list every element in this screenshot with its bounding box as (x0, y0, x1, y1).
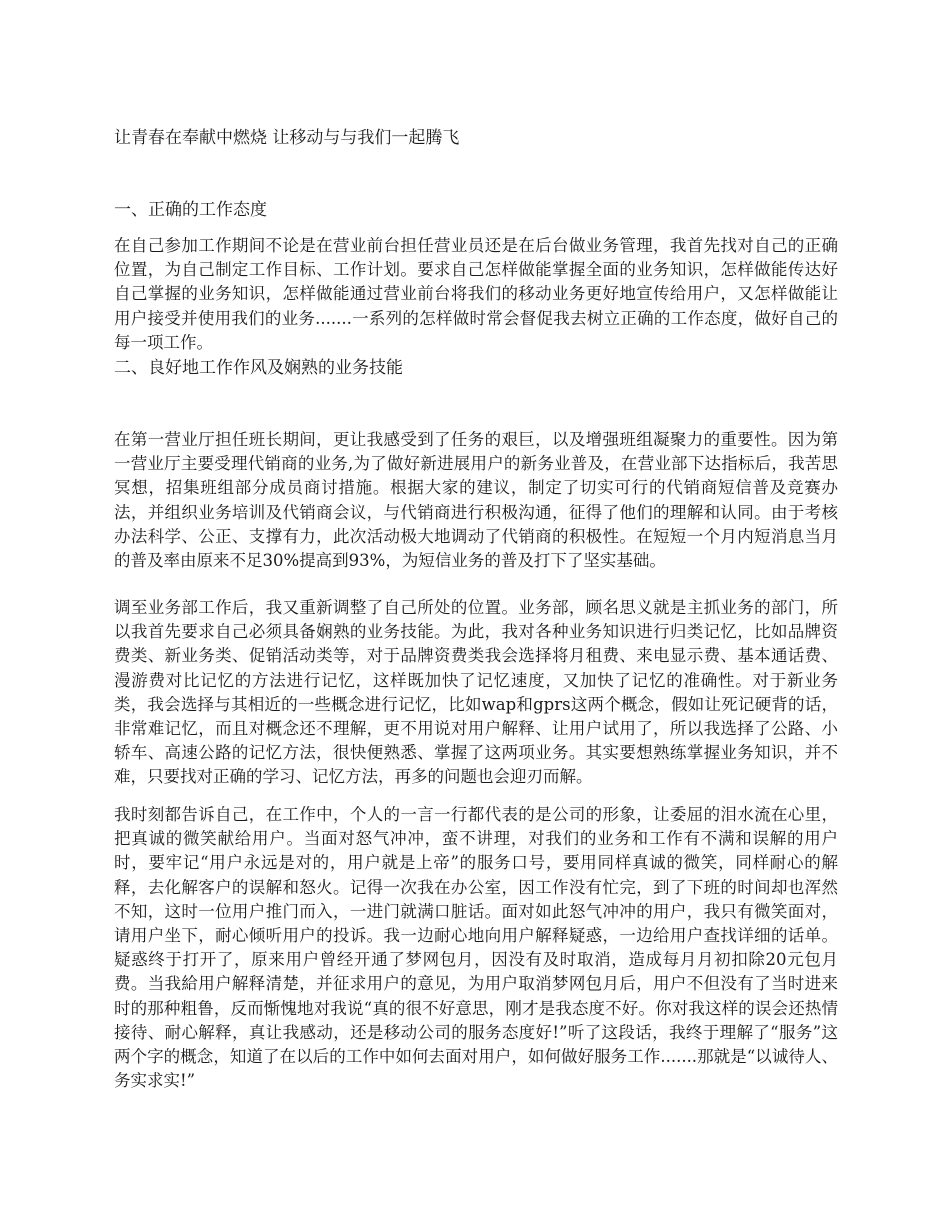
paragraph-team-leader: 在第一营业厅担任班长期间，更让我感受到了任务的艰巨，以及增强班组凝聚力的重要性。因为第一营业厅主要受理代销商的业务,为了做好新进展用户的新务业普及，在营业部下达指标后，我苦思冥想，招集班组部分成员商讨措施。根据大家的建议，制定了切实可行的代销商短信普及竞赛办法，并组织业务培训及代销商会议，与代销商进行积极沟通，征得了他们的理解和认同。由于考核办法科学、公正、支撑有力，此次活动极大地调动了代销商的积极性。在短短一个月内短消息当月的普及率由原来不足30%提高到93%，为短信业务的普及打下了坚实基础。 (114, 430, 838, 571)
section-heading-attitude: 一、正确的工作态度 (114, 200, 267, 220)
paragraph-business-dept: 调至业务部工作后，我又重新调整了自己所处的位置。业务部，顾名思义就是主抓业务的部门，所以我首先要求自己必须具备娴熟的业务技能。为此，我对各种业务知识进行归类记忆，比如品牌资费类、新业务类、促销活动类等，对于品牌资费类我会选择将月租费、来电显示费、基本通话费、漫游费对比记忆的方法进行记忆，这样既加快了记忆速度，又加快了记忆的准确性。对于新业务类，我会选择与其相近的一些概念进行记忆，比如wap和gprs这两个概念，假如让死记硬背的话，非常难记忆，而且对概念还不理解，更不用说对用户解释、让用户试用了，所以我选择了公路、小轿车、高速公路的记忆方法，很快便熟悉、掌握了这两项业务。其实要想熟练掌握业务知识，并不难，只要找对正确的学习、记忆方法，再多的问题也会迎刃而解。 (114, 598, 838, 787)
paragraph-attitude: 在自己参加工作期间不论是在营业前台担任营业员还是在后台做业务管理，我首先找对自己的正确位置，为自己制定工作目标、工作计划。要求自己怎样做能掌握全面的业务知识，怎样做能传达好自己掌握的业务知识，怎样做能通过营业前台将我们的移动业务更好地宣传给用户，又怎样做能让用户接受并使用我们的业务.......一系列的怎样做时常会督促我去树立正确的工作态度，做好自己的每一项工作。 (114, 236, 838, 352)
section-heading-skills: 二、良好地工作作风及娴熟的业务技能 (114, 358, 403, 378)
paragraph-service: 我时刻都告诉自己，在工作中，个人的一言一行都代表的是公司的形象，让委屈的泪水流在心里，把真诚的微笑献给用户。当面对怒气冲冲，蛮不讲理，对我们的业务和工作有不满和误解的用户时，要牢记“用户永远是对的，用户就是上帝”的服务口号，要用同样真诚的微笑，同样耐心的解释，去化解客户的误解和怒火。记得一次我在办公室，因工作没有忙完，到了下班的时间却也浑然不知，这时一位用户推门而入，一进门就满口脏话。面对如此怒气冲冲的用户，我只有微笑面对，请用户坐下，耐心倾听用户的投诉。我一边耐心地向用户解释疑惑，一边给用户查找详细的话单。疑惑终于打开了，原来用户曾经开通了梦网包月，因没有及时取消，造成每月月初扣除20元包月费。当我給用户解释清楚，并征求用户的意见，为用户取消梦网包月后，用户不但没有了当时进来时的那种粗鲁，反而惭愧地对我说“真的很不好意思，刚才是我态度不好。你对我这样的误会还热情接待、耐心解释，真让我感动，还是移动公司的服务态度好!”听了这段话，我终于理解了“服务”这两个字的概念，知道了在以后的工作中如何去面对用户，如何做好服务工作.......那就是“以诚待人、务实求实!” (114, 805, 838, 1091)
document-title: 让青春在奉献中燃烧 让移动与与我们一起腾飞 (114, 128, 460, 148)
